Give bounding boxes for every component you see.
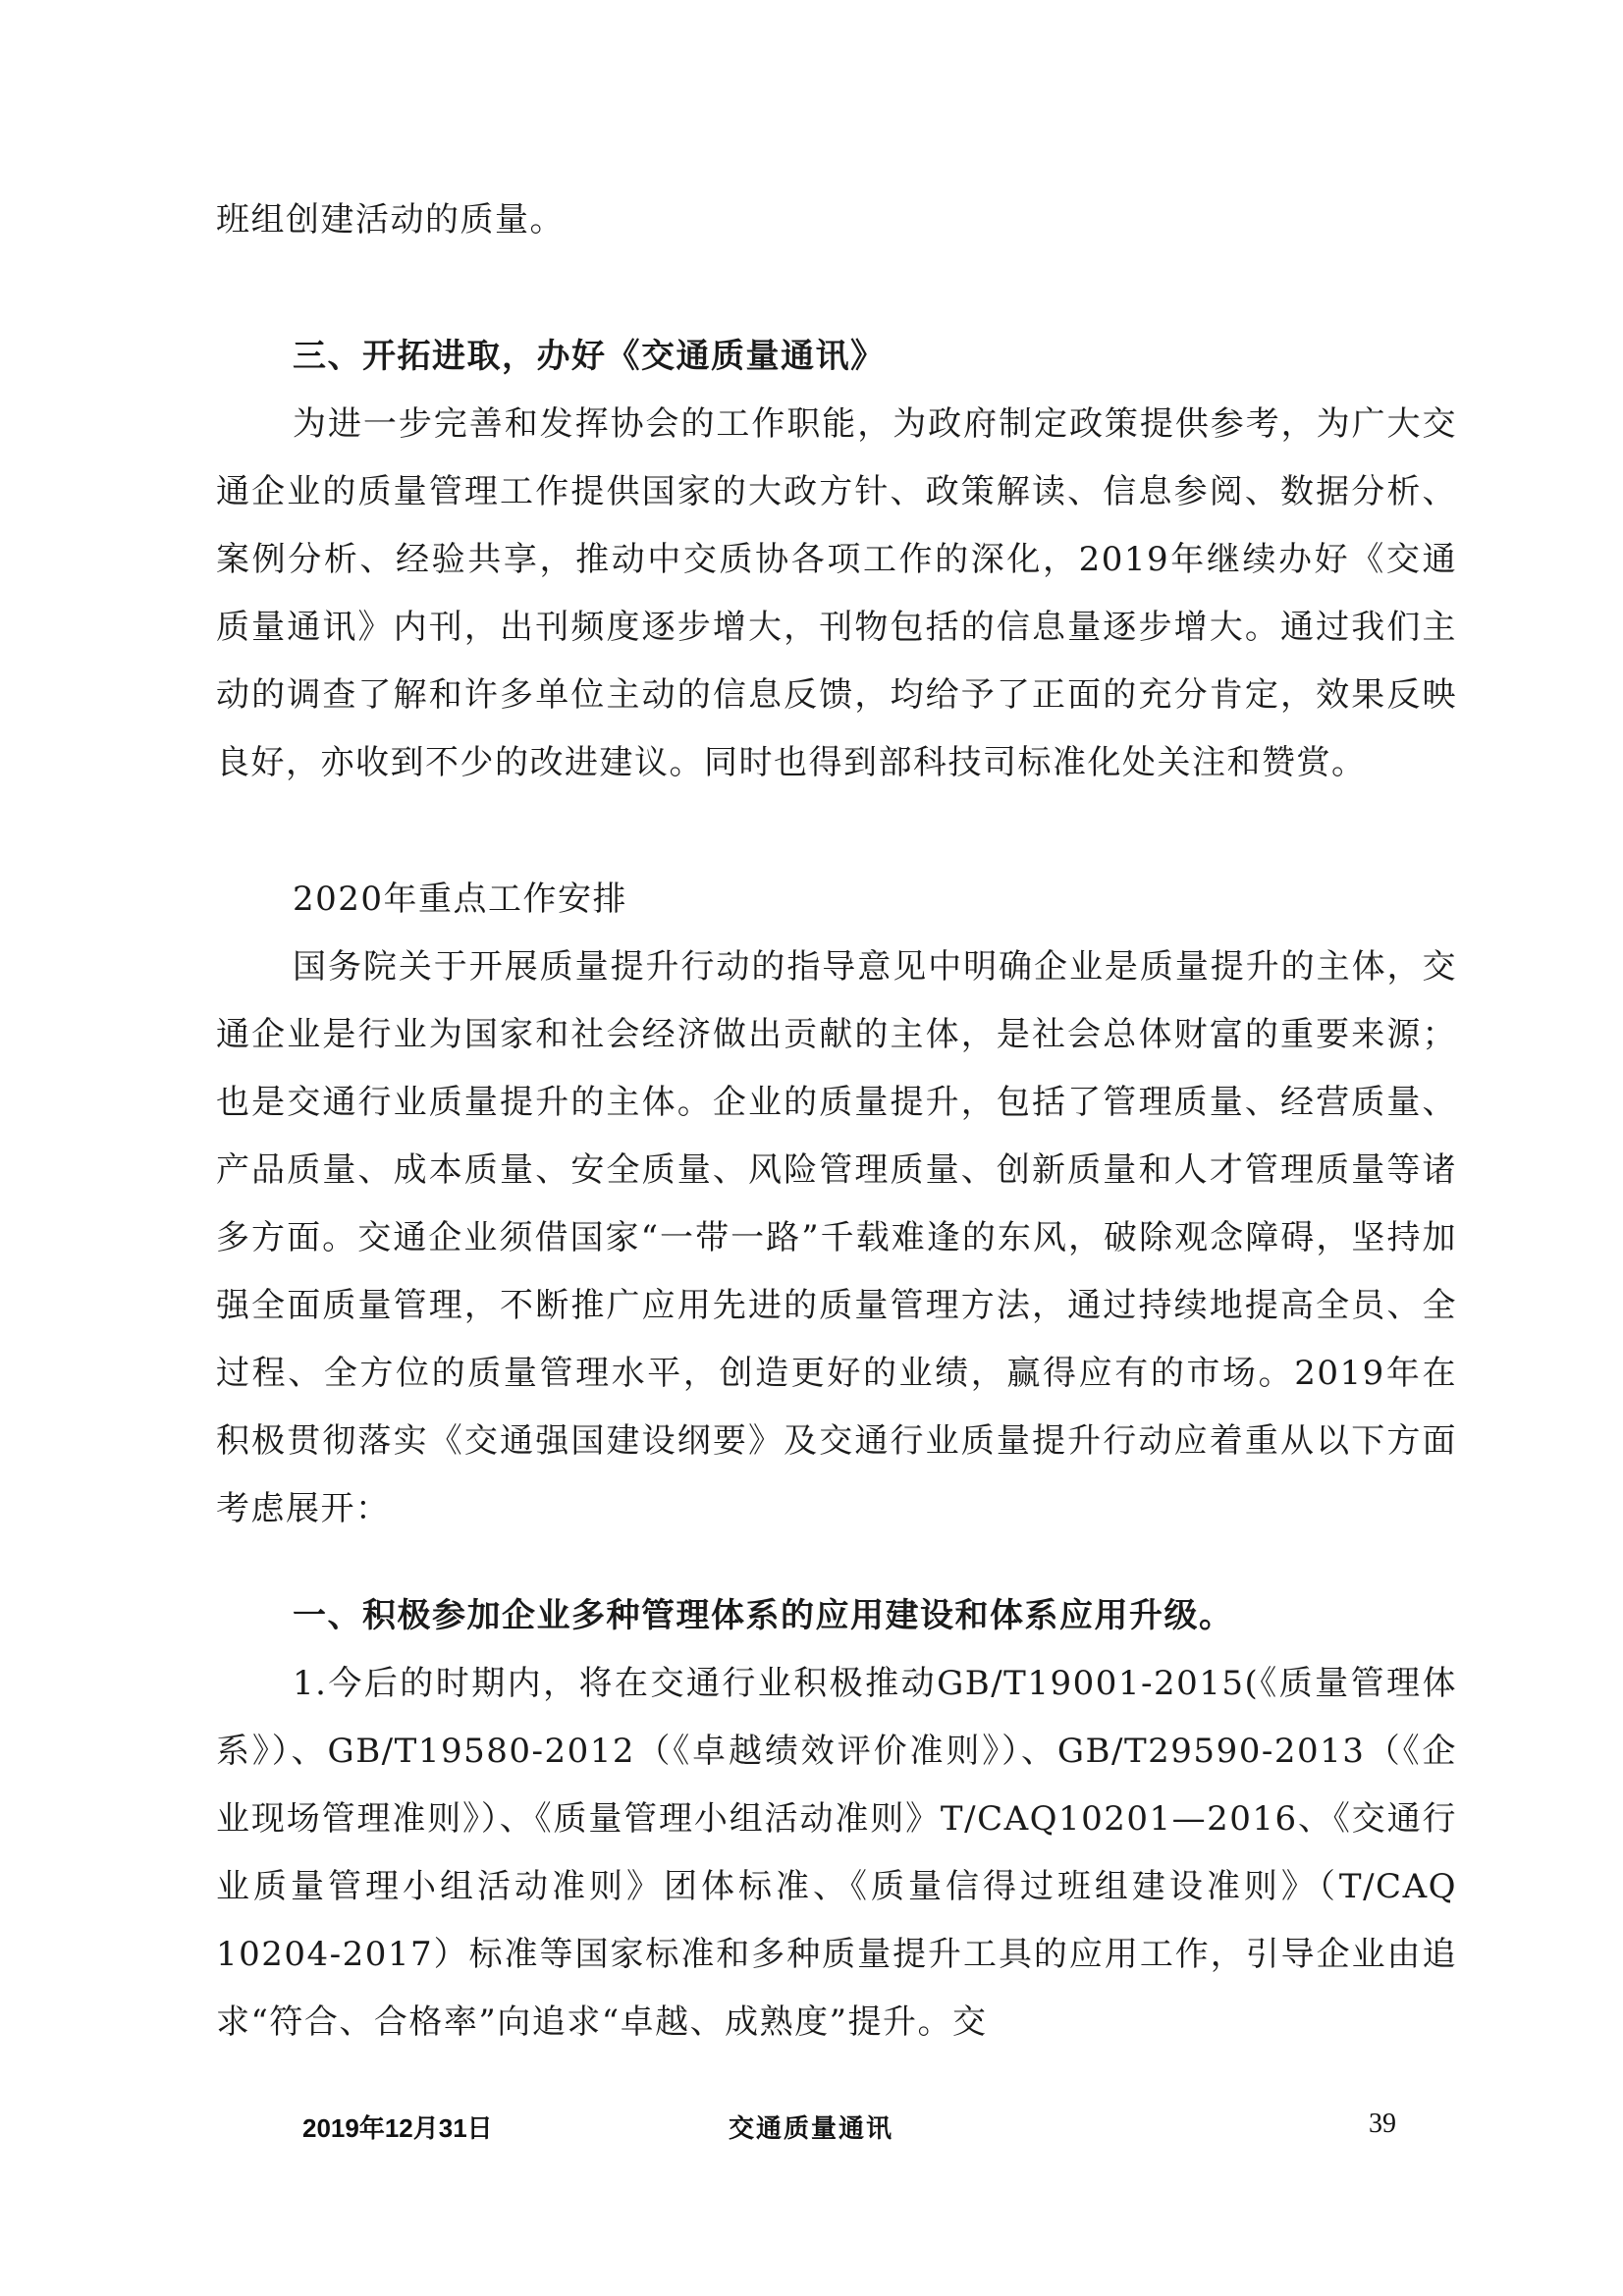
intro-tail-text: 班组创建活动的质量。: [216, 200, 565, 240]
footer-publication-title: 交通质量通讯: [729, 2113, 894, 2143]
spacer: [216, 797, 1457, 866]
footer-page-number: 39: [1369, 2109, 1396, 2139]
section-3-heading: 三、开拓进取，办好《交通质量通讯》: [293, 337, 886, 376]
spacer: [216, 1543, 1457, 1582]
footer-date: 2019年12月31日: [302, 2113, 493, 2143]
spacer: [216, 254, 1457, 323]
item-1-paragraph: 1.今后的时期内，将在交通行业积极推动GB/T19001-2015(《质量管理体系》）、GB/T19580-2012（《卓越绩效评价准则》）、GB/T29590-2013（《企业现场管理准则》）、《质量管理小组活动准则》T/CAQ10201—2016、《交通行业质量管理小组活动准则》团体标准、《质量信得过班组建设准则》（T/CAQ 10204-2017）标准等国家标准和多种质量提升工具的应用工作，引导企业由追求“符合、合格率”向追求“卓越、成熟度”提升。交: [216, 1664, 1457, 2042]
item-1-heading: 一、积极参加企业多种管理体系的应用建设和体系应用升级。: [293, 1596, 1234, 1635]
page-footer: [0, 2109, 1623, 2148]
plan-2020-paragraph: 国务院关于开展质量提升行动的指导意见中明确企业是质量提升的主体，交通企业是行业为国家和社会经济做出贡献的主体，是社会总体财富的重要来源；也是交通行业质量提升的主体。企业的质量提升，包括了管理质量、经营质量、产品质量、成本质量、安全质量、风险管理质量、创新质量和人才管理质量等诸多方面。交通企业须借国家“一带一路”千载难逢的东风，破除观念障碍，坚持加强全面质量管理，不断推广应用先进的质量管理方法，通过持续地提高全员、全过程、全方位的质量管理水平，创造更好的业绩，赢得应有的市场。2019年在积极贯彻落实《交通强国建设纲要》及交通行业质量提升行动应着重从以下方面考虑展开：: [216, 947, 1457, 1528]
page-body: [216, 187, 1457, 2056]
plan-2020-heading: 2020年重点工作安排: [293, 880, 628, 919]
section-3-paragraph: 为进一步完善和发挥协会的工作职能，为政府制定政策提供参考，为广大交通企业的质量管理工作提供国家的大政方针、政策解读、信息参阅、数据分析、案例分析、经验共享，推动中交质协各项工作的深化，2019年继续办好《交通质量通讯》内刊，出刊频度逐步增大，刊物包括的信息量逐步增大。通过我们主动的调查了解和许多单位主动的信息反馈，均给予了正面的充分肯定，效果反映良好，亦收到不少的改进建议。同时也得到部科技司标准化处关注和赞赏。: [216, 404, 1457, 782]
